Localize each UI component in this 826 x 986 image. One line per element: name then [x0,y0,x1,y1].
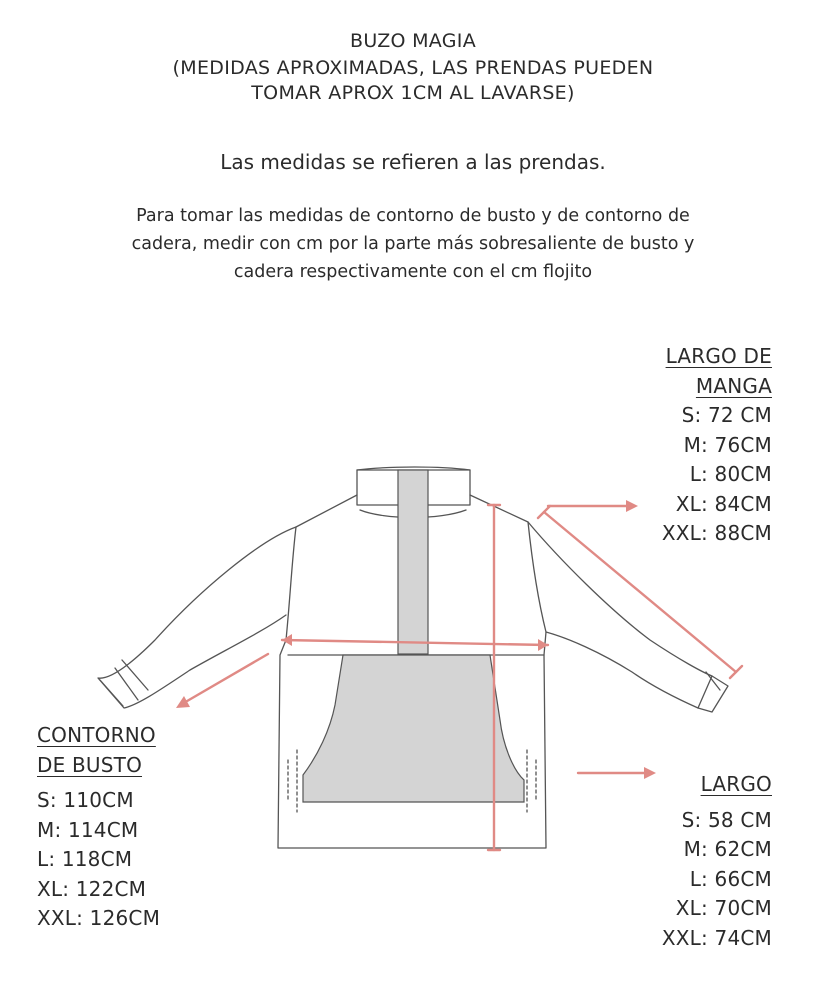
size-row: XXL: 88CM [661,521,772,545]
size-row: L: 118CM [37,847,133,871]
size-row: XL: 70CM [675,896,772,920]
side-seam-left [288,750,297,812]
size-row: S: 72 CM [681,403,772,427]
kangaroo-pocket [303,655,524,802]
bust-contour-block [37,721,277,934]
bust-contour-heading-line1: CONTORNO [37,723,156,747]
size-row: XXL: 126CM [37,906,161,930]
size-row: M: 62CM [683,837,772,861]
size-row: XL: 122CM [37,876,147,901]
bust-contour-heading-line2: DE BUSTO [37,752,143,777]
size-row: L: 66CM [689,866,772,891]
instructions-line1: Para tomar las medidas de contorno de busto y de contorno de [136,206,690,226]
garment-measure-subtitle: Las medidas se refieren a las prendas. [220,150,606,174]
length-heading: LARGO [700,772,772,796]
sleeve-length-block [560,342,772,549]
length-block [560,770,772,953]
measurement-note-line2: TOMAR APROX 1CM AL LAVARSE) [251,82,575,104]
size-row: M: 76CM [683,432,772,457]
sleeve-length-heading-line2: MANGA [695,373,772,398]
bust-guide-arrow [182,654,268,704]
product-title: BUZO MAGIA [350,30,476,52]
arrowhead [538,639,548,651]
sleeve-length-heading-line1: LARGO DE [665,344,772,368]
zipper-panel [398,470,428,654]
instructions-line3: cadera respectivamente con el cm flojito [233,262,593,282]
instructions-line2: cadera, medir con cm por la parte más sobresaliente de busto y [131,234,695,254]
size-row: L: 80CM [689,462,772,486]
size-row: S: 58 CM [681,807,772,832]
arrowhead [176,696,190,708]
size-row: M: 114CM [37,817,139,842]
size-row: XL: 84CM [675,491,772,516]
size-row: XXL: 74CM [661,925,772,950]
left-sleeve [98,527,296,708]
size-row: S: 110CM [37,788,134,812]
measurement-note-line1: (MEDIDAS APROXIMADAS, LAS PRENDAS PUEDEN [172,57,654,79]
side-seam-right [527,750,536,812]
right-sleeve [528,522,712,708]
right-cuff [698,672,728,712]
